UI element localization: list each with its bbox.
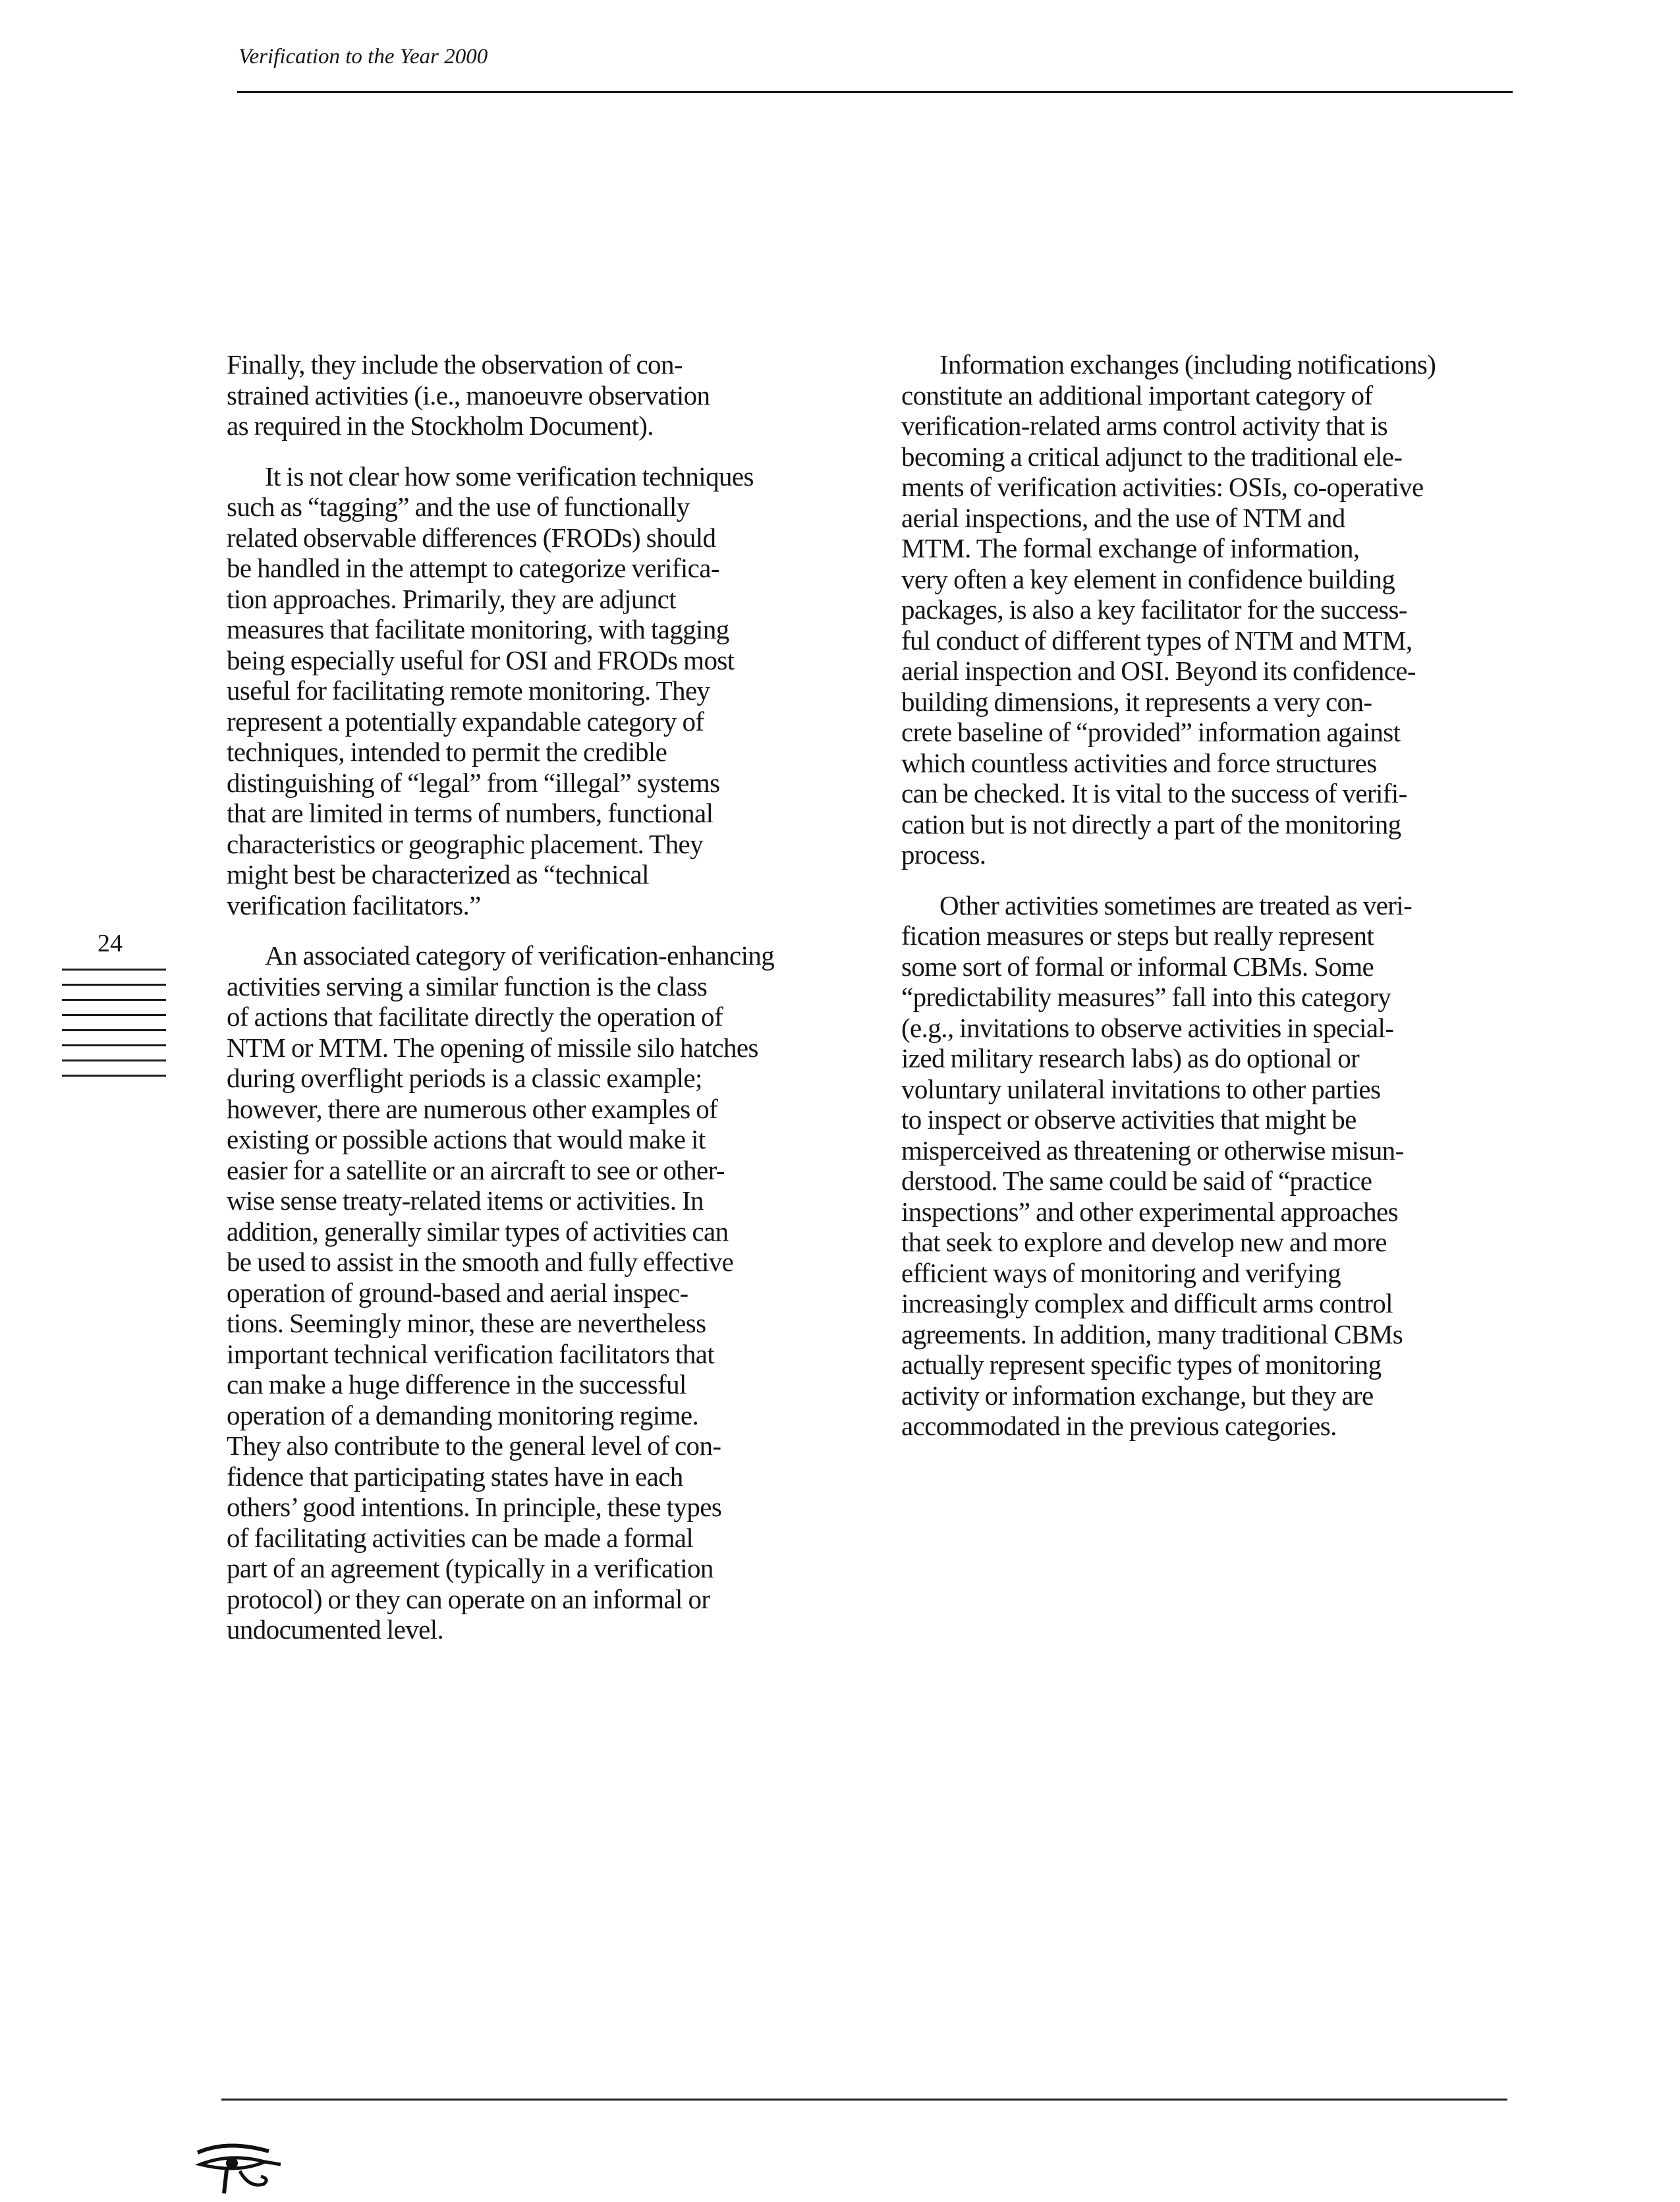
margin-rule: [62, 1014, 166, 1016]
margin-rule: [62, 969, 166, 971]
margin-rule: [62, 984, 166, 986]
header-rule: [237, 91, 1513, 93]
running-head-title: Verification to the Year 2000: [238, 45, 488, 69]
margin-rule: [62, 1075, 166, 1077]
footer-rule: [221, 2099, 1507, 2101]
left-paragraph-2: It is not clear how some verification techniques such as “tagging” and the use of functionally related observable differences (FRODs) should be handled in the attempt to categorize verifica- tion approaches. Primarily, they are adjunct measures that facilitate monitoring, with tagging being especially useful for OSI and FRODs most useful for facilitating remote monitoring. They represent a potentially expandable category of techniques, intended to permit the credible distinguishing of “legal” from “illegal” systems that are limited in terms of numbers, functional characteristics or geographic placement. They might best be characterized as “technical verification facilitators.”: [227, 461, 754, 920]
margin-rule: [62, 999, 166, 1001]
right-paragraph-1: Information exchanges (including notifications) constitute an additional important category of verification-related arms control activity that is becoming a critical adjunct to the traditional ele- ments of verification activities: OSIs, co-operative aerial inspections, and the use of NTM and MTM. The formal exchange of information, very often a key element in confidence building packages, is also a key facilitator for the success- ful conduct of different types of NTM and MTM, aerial inspection and OSI. Beyond its confidence- building dimensions, it represents a very con- crete baseline of “provided” information against which countless activities and force structures can be checked. It is vital to the success of verifi- cation but is not directly a part of the monitoring process.: [901, 349, 1436, 870]
left-paragraph-3: An associated category of verification-enhancing activities serving a similar function is the class of actions that facilitate directly the operation of NTM or MTM. The opening of missile silo hatches during overflight periods is a classic example; however, there are numerous other examples of existing or possible actions that would make it easier for a satellite or an aircraft to see or other- wise sense treaty-related items or activities. In addition, generally similar types of activities can be used to assist in the smooth and fully effective operation of ground-based and aerial inspec- tions. Seemingly minor, these are nevertheless important technical verification facilitators that can make a huge difference in the successful operation of a demanding monitoring regime. They also contribute to the general level of con- fidence that participating states have in each others’ good intentions. In principle, these types of facilitating activities can be made a formal part of an agreement (typically in a verification protocol) or they can operate on an informal or undocumented level.: [227, 940, 775, 1645]
page-number: 24: [98, 930, 123, 957]
right-column: [901, 349, 1521, 1461]
left-paragraph-1: Finally, they include the observation of con- strained activities (i.e., manoeuvre observation as required in the Stockholm Document).: [227, 349, 710, 441]
margin-rule: [62, 1029, 166, 1031]
eye-of-horus-icon: [191, 2138, 283, 2197]
right-paragraph-2: Other activities sometimes are treated as veri- fication measures or steps but really represent some sort of formal or informal CBMs. Some “predictability measures” fall into this category (e.g., invitations to observe activities in special- ized military research labs) as do optional or voluntary unilateral invitations to other parties to inspect or observe activities that might be misperceived as threatening or otherwise misun- derstood. The same could be said of “practice inspections” and other experimental approaches that seek to explore and develop new and more efficient ways of monitoring and verifying increasingly complex and difficult arms control agreements. In addition, many traditional CBMs actually represent specific types of monitoring activity or information exchange, but they are accommodated in the previous categories.: [901, 889, 1413, 1441]
margin-rule: [62, 1044, 166, 1046]
margin-rules: [62, 969, 166, 1090]
margin-rule: [62, 1059, 166, 1061]
left-column: [227, 349, 846, 1665]
